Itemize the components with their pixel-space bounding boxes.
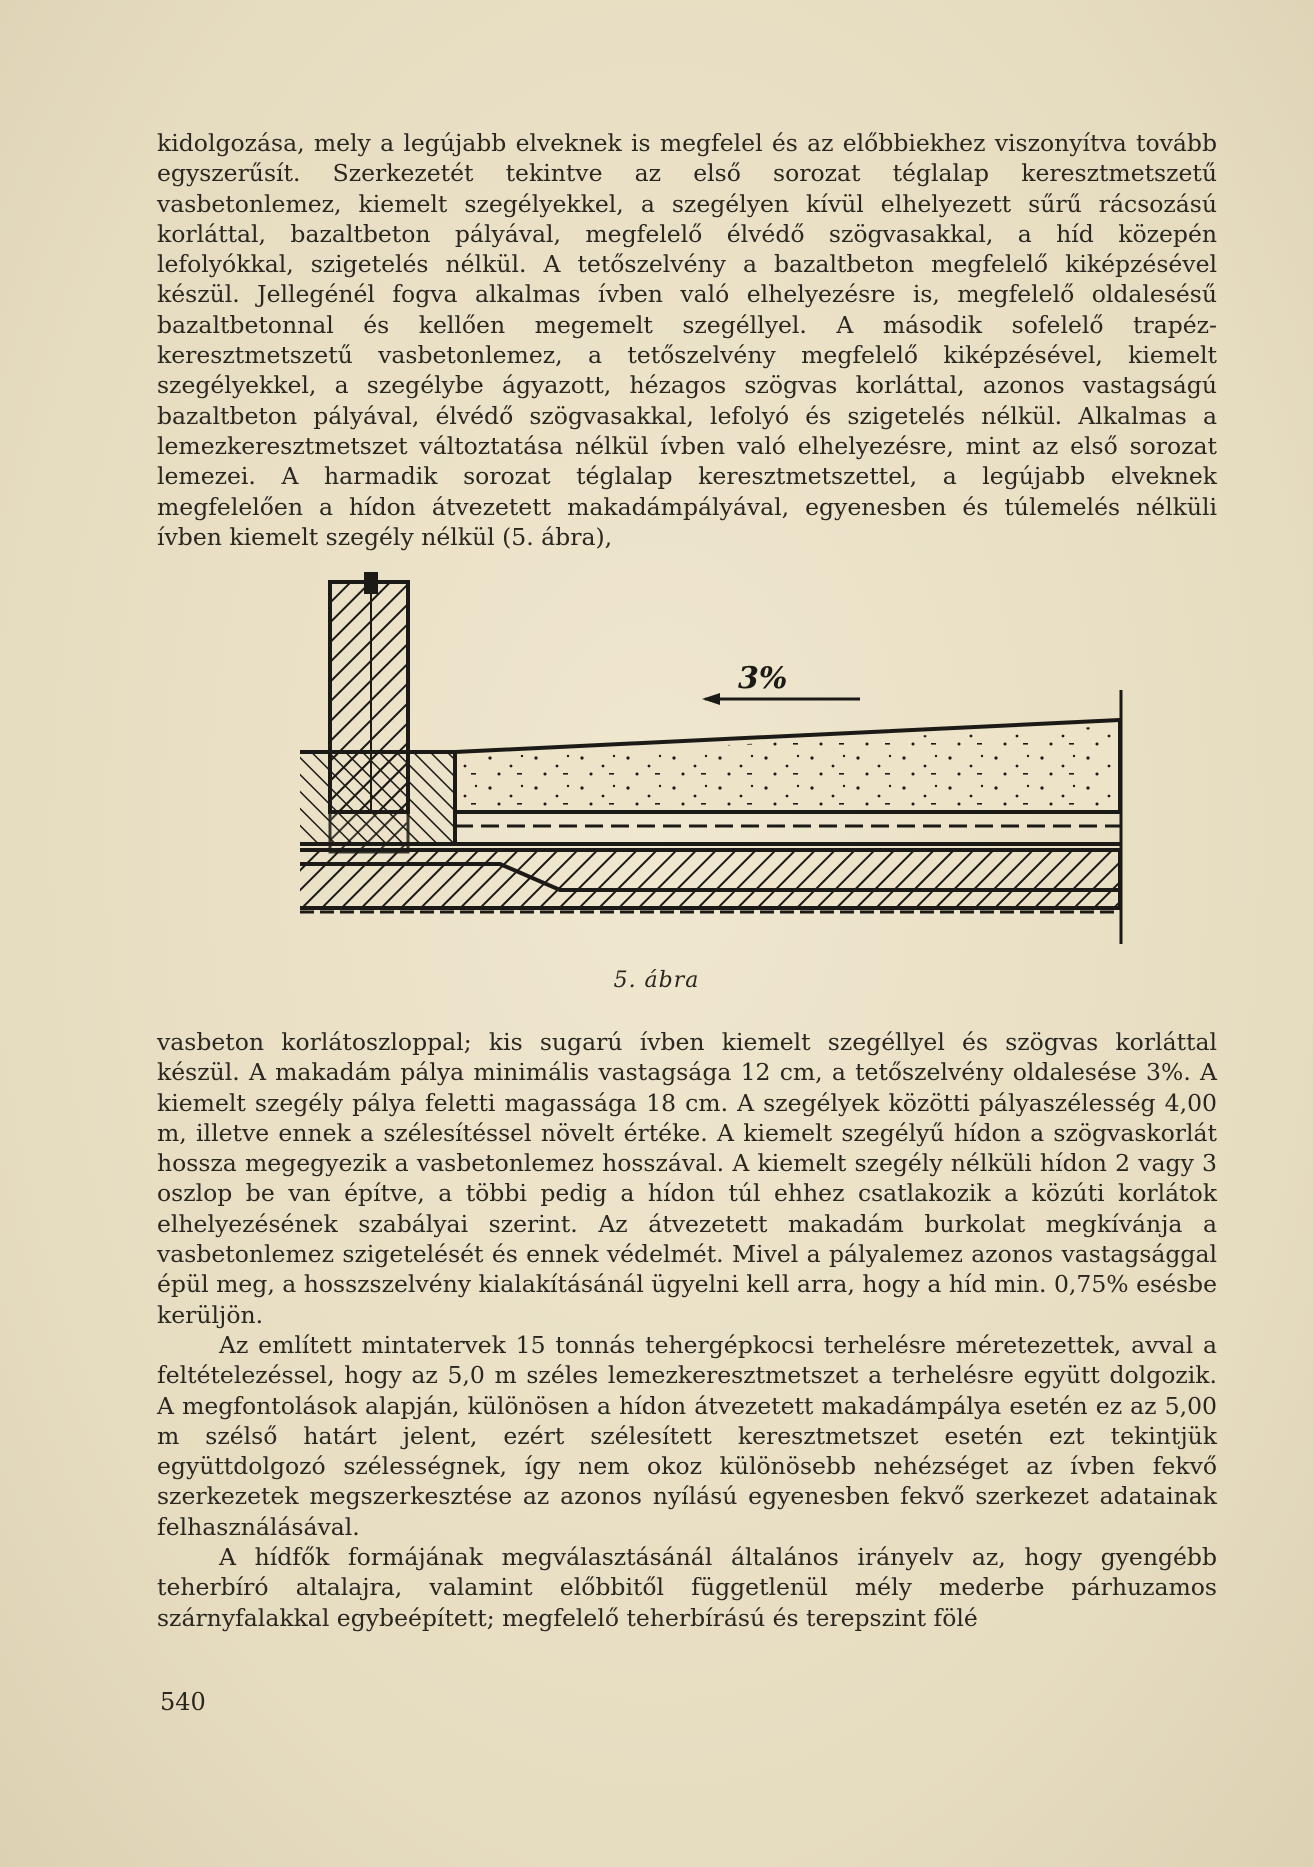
cross-section-figure [300,572,1130,950]
body-text-top [157,128,1217,552]
concrete-slab [300,850,1120,912]
slope-marker [702,661,860,705]
body-text-bottom [157,1027,1217,1633]
slope-label: 3% [738,661,788,696]
paragraph: Az említett mintatervek 15 tonnás tehergépkocsi terhelésre méretezettek, avval a feltételezéssel, hogy az 5,0 m széles lemezkeresztmetszet a terhelésre együtt dolgozik. A megfontolások alapján, különösen a hídon átvezetett makadámpálya esetén ez az 5,00 m szélső határt jelent, ezért szélesített keresztmetszet esetén ezt tekintjük együttdolgozó szélességnek, így nem okoz különösebb nehézséget az ívben fekvő szerkezetek megszerkesztése az azonos nyílású egyenesben fekvő szerkezet adatainak felhasználásával. [157,1330,1217,1541]
macadam-surface [455,720,1120,812]
paragraph: kidolgozása, mely a legújabb elveknek is megfelel és az előbbiekhez viszonyítva tovább egyszerűsít. Szerkezetét tekintve az első sorozat téglalap keresztmetszetű vasbetonlemez, kiemelt szegélyekkel, a szegélyen kívül elhelyezett sűrű rácsozású korláttal, bazaltbeton pályával, megfelelő élvédő szögvasakkal, a híd közepén lefolyókkal, szigetelés nélkül. A tetőszelvény a bazaltbeton megfelelő kiképzésével készül. Jellegénél fogva alkalmas ívben való elhelyezésre is, megfelelő oldalesésű bazaltbetonnal és kellően megemelt szegéllyel. A második sofelelő trapéz-keresztmetszetű vasbetonlemez, a tetőszelvény megfelelő kiképzésével, kiemelt szegélyekkel, a szegélybe ágyazott, hézagos szögvas korláttal, azonos vastagságú bazaltbeton pályával, élvédő szögvasakkal, lefolyó és szigetelés nélkül. Alkalmas a lemezkeresztmetszet változtatása nélkül ívben való elhelyezésre, mint az első sorozat lemezei. A harmadik sorozat téglalap keresztmetszettel, a legújabb elveknek megfelelően a hídon átvezetett makadámpályával, egyenesben és túlemelés nélküli ívben kiemelt szegély nélkül (5. ábra), [157,129,1217,551]
paragraph: A hídfők formájának megválasztásánál általános irányelv az, hogy gyengébb teherbíró altalajra, valamint előbbitől függetlenül mély mederbe párhuzamos szárnyfalakkal egybeépített; megfelelő teherbírású és terepszint fölé [157,1543,1217,1632]
kerb-block [300,752,455,852]
page-number: 540 [160,1688,206,1716]
figure-caption: 5. ábra [613,968,700,993]
paragraph: vasbeton korlátoszloppal; kis sugarú ívben kiemelt szegéllyel és szögvas korláttal készül. A makadám pálya minimális vastagsága 12 cm, a tetőszelvény oldalesése 3%. A kiemelt szegély pálya feletti magassága 18 cm. A szegélyek közötti pályaszélesség 4,00 m, illetve ennek a szélesítéssel növelt értéke. A kiemelt szegélyű hídon a szögvaskorlát hossza megegyezik a vasbetonlemez hosszával. A kiemelt szegély nélküli hídon 2 vagy 3 oszlop be van építve, a többi pedig a hídon túl ehhez csatlakozik a közúti korlátok elhelyezésének szabályai szerint. Az átvezetett makadám burkolat megkívánja a vasbetonlemez szigetelését és ennek védelmét. Mivel a pályalemez azonos vastagsággal épül meg, a hosszszelvény kialakításánál ügyelni kell arra, hogy a híd min. 0,75% esésbe kerüljön. [157,1028,1217,1329]
